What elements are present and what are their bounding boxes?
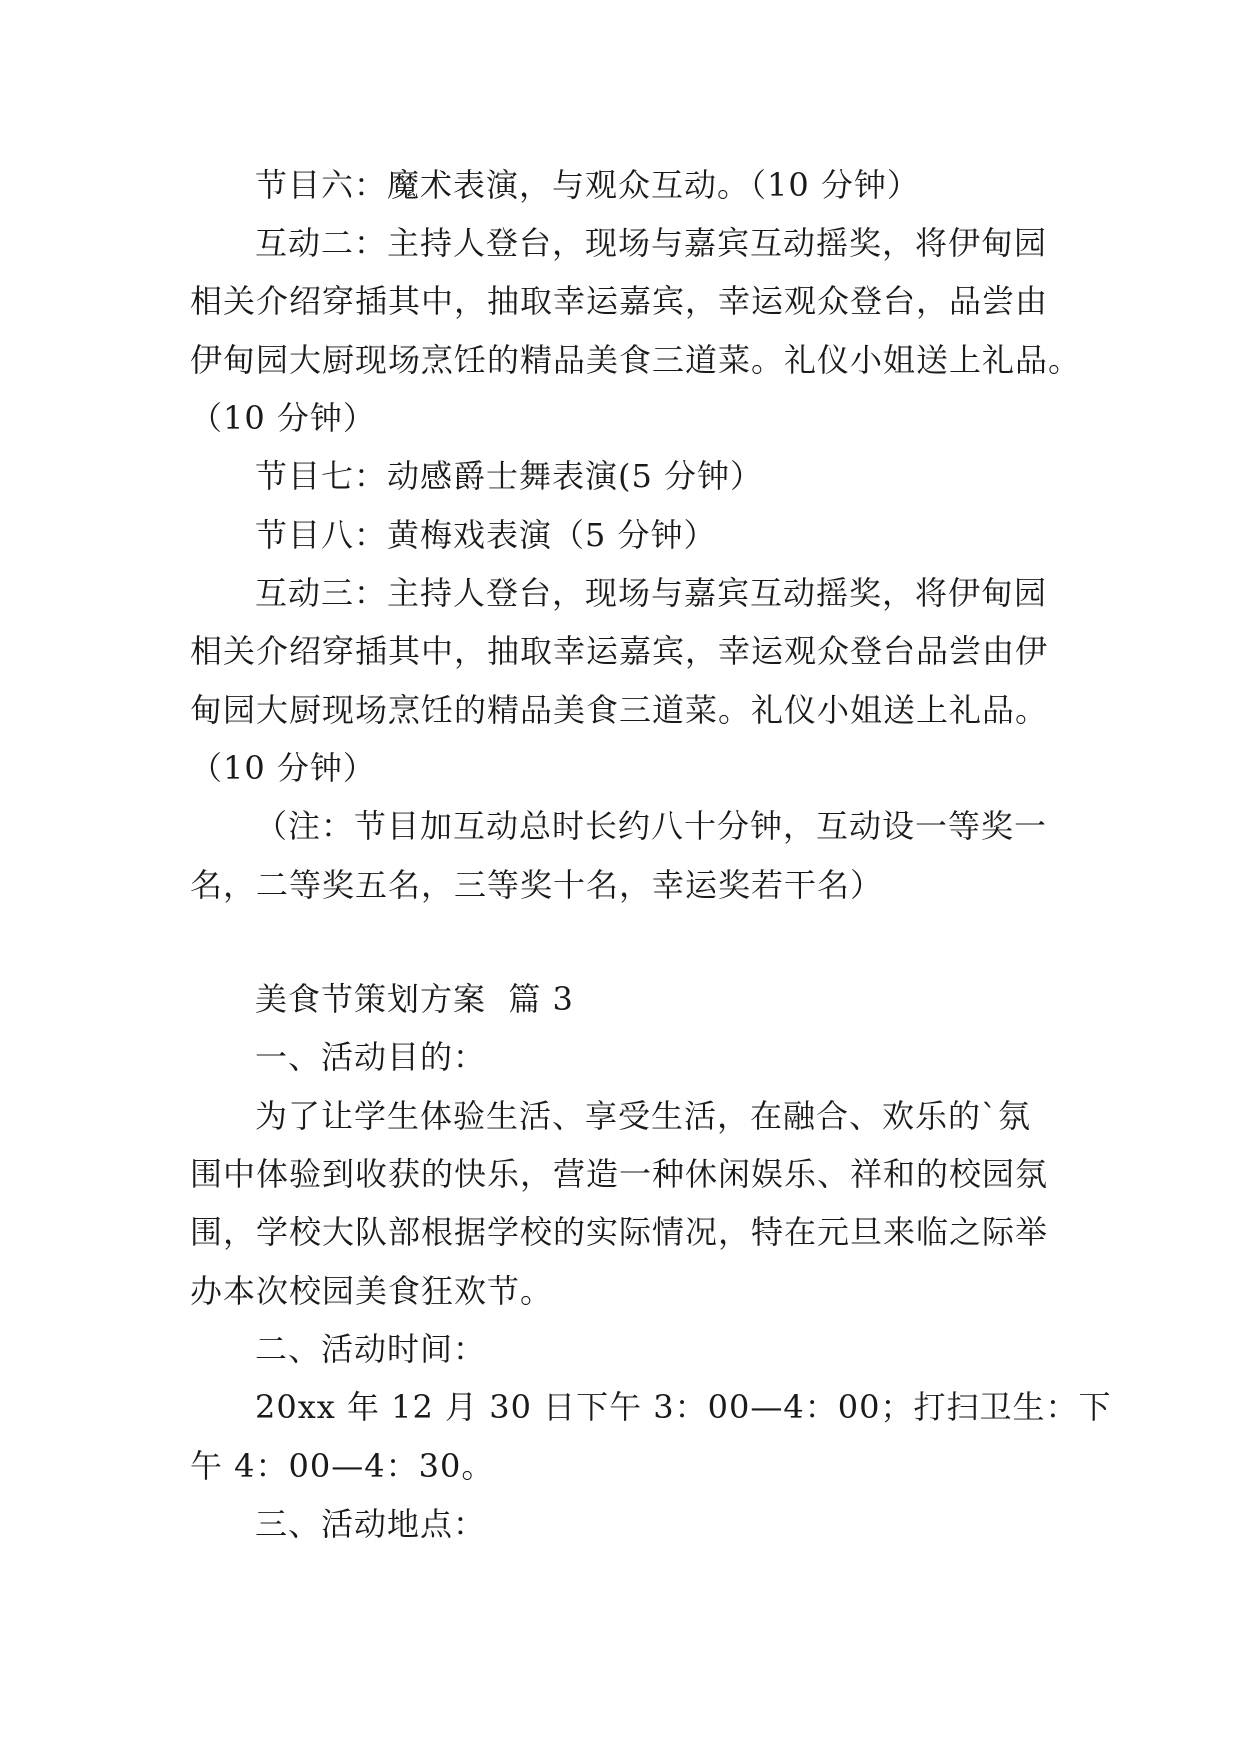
program-seven-line: 节目七：动感爵士舞表演(5 分钟） [255,457,764,495]
section-heading: 美食节策划方案 篇 3 [255,980,574,1018]
location-heading: 三、活动地点： [255,1505,487,1543]
time-line-1: 20xx 年 12 月 30 日下午 3：00—4：00；打扫卫生：下 [255,1388,1112,1426]
time-line-2: 午 4：00—4：30。 [190,1447,495,1485]
purpose-line-4: 办本次校园美食狂欢节。 [190,1272,554,1310]
program-six-line: 节目六：魔术表演，与观众互动。（10 分钟） [255,166,920,204]
time-heading: 二、活动时间： [255,1330,487,1368]
interaction-three-line-2: 相关介绍穿插其中，抽取幸运嘉宾，幸运观众登台品尝由伊 [190,632,1049,670]
interaction-two-line-3: 伊甸园大厨现场烹饪的精品美食三道菜。礼仪小姐送上礼品。 [190,341,1082,379]
purpose-line-1: 为了让学生体验生活、享受生活，在融合、欢乐的`氛 [255,1097,1032,1135]
interaction-three-line-3: 甸园大厨现场烹饪的精品美食三道菜。礼仪小姐送上礼品。 [190,691,1049,729]
interaction-two-line-1: 互动二：主持人登台，现场与嘉宾互动摇奖，将伊甸园 [255,224,1048,262]
interaction-two-line-4: （10 分钟） [190,399,376,437]
purpose-line-3: 围，学校大队部根据学校的实际情况，特在元旦来临之际举 [190,1213,1049,1251]
note-line-1: （注：节目加互动总时长约八十分钟，互动设一等奖一 [255,807,1048,845]
note-line-2: 名，二等奖五名，三等奖十名，幸运奖若干名） [190,866,884,904]
interaction-two-line-2: 相关介绍穿插其中，抽取幸运嘉宾，幸运观众登台，品尝由 [190,282,1049,320]
purpose-line-2: 围中体验到收获的快乐，营造一种休闲娱乐、祥和的校园氛 [190,1155,1049,1193]
interaction-three-line-1: 互动三：主持人登台，现场与嘉宾互动摇奖，将伊甸园 [255,574,1048,612]
purpose-heading: 一、活动目的： [255,1038,487,1076]
interaction-three-line-4: （10 分钟） [190,749,376,787]
program-eight-line: 节目八：黄梅戏表演（5 分钟） [255,516,717,554]
